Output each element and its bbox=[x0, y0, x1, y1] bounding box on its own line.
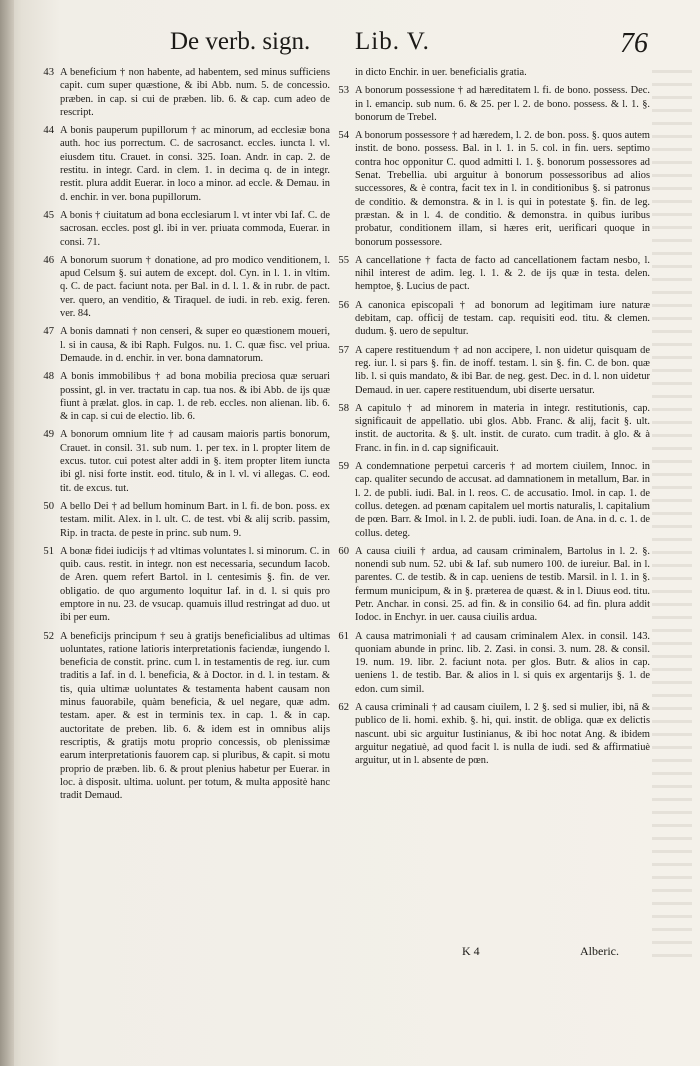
entry-number: 57 bbox=[338, 344, 349, 356]
entry-text: A bonorum possessione † ad hæreditatem l. fi. de bono. possess. Dec. in l. emancip. sub num. 6. & 25. per l. 2. de bono. possess. & l. 1. §. bonorum de Trebel. bbox=[355, 85, 650, 123]
entry-number: 50 bbox=[43, 500, 54, 512]
entry-text: A bello Dei † ad bellum hominum Bart. in l. fi. de bon. poss. ex testam. milit. Alex. in l. ult. C. de test. vbi & alij scrib. passim, Rip. in tracta. de peste in princ. sub num. 9. bbox=[60, 500, 330, 539]
entry-number: 52 bbox=[43, 630, 54, 642]
entry-text: A bonis pauperum pupillorum † ac minorum, ad ecclesiæ bona auth. hoc ius porrectum. C. de sacrosanct. eccles. iuncta l. vl. eiusdem titu. Crauet. in consi. 325. Ioan. Andr. in cap. 2. de restitu. in integr. Card. in clem. 1. in decima q. de in integr. restit. plura addit Euerar. in loco a minor. ad eccle. & Demau. in d. enchir. in ver. bona pupillorum. bbox=[60, 125, 330, 203]
entry-number: 54 bbox=[338, 130, 349, 142]
entry-60 bbox=[325, 545, 650, 625]
entry-number: 61 bbox=[338, 630, 349, 642]
entry-text: A cancellatione † facta de facto ad cancellationem factam nesbo, l. nihil interest de adim. leg. l. 1. & 2. de ijs quæ in testa. delen. hemptoe, §. Lucius de pact. bbox=[355, 254, 650, 293]
entry-text: A bonis immobilibus † ad bona mobilia preciosa quæ seruari possint, gl. in ver. tractatu in cap. tua nos. & ibi Abb. de ijs quæ fiunt à prælat. glos. in cap. 1. de reb. eccles. non alienan. lib. 6. & in cap. si cui de electio. lib. 6. bbox=[60, 371, 330, 423]
margin-showthrough bbox=[652, 60, 692, 960]
entry-text: A bonæ fidei iudicijs † ad vltimas voluntates l. si minorum. C. in quib. caus. restit. in integr. non est necessaria, secundum Iacob. de Aren. quem refert Bartol. in l. centesimis §. fin. de ver. obligatio. de quo argumento loquitur Iaf. in d. l. si quis pro emptore in nu. 23. de vsucap. quamuis illud restringat ad duo. ut ibi per eum. bbox=[60, 545, 330, 624]
entry-text: A causa criminali † ad causam ciuilem, l. 2 §. sed si mulier, ibi, nā & publico de li. homi. exhib. §. hi, qui. instit. de obliga. quæ ex delictis nascunt. ubi sic arguitur Iustinianus, & ibi hoc notat Ang. & ibidem arguitur negatiuè, ad quod facit l. is nulla de iudi. sed & affirmatiuè arguitur, ut in l. absente de pœn. bbox=[355, 702, 650, 767]
page-footer bbox=[430, 944, 670, 964]
entry-number: 48 bbox=[43, 371, 54, 383]
entry-55 bbox=[325, 254, 650, 294]
entry-59 bbox=[325, 460, 650, 540]
entry-number: 47 bbox=[43, 326, 54, 338]
entry-44 bbox=[30, 124, 330, 204]
entry-number: 60 bbox=[338, 545, 349, 557]
entry-43 bbox=[30, 66, 330, 119]
binding-gutter bbox=[0, 0, 14, 1066]
continued-entry: in dicto Enchir. in uer. beneficialis gratia. bbox=[355, 67, 527, 78]
running-head-book: Lib. V. bbox=[355, 28, 430, 55]
entry-number: 43 bbox=[43, 67, 54, 78]
entry-number: 44 bbox=[43, 125, 54, 137]
signature-mark: K 4 bbox=[462, 944, 480, 958]
entry-number: 56 bbox=[338, 299, 349, 311]
entry-text: A canonica episcopali † ad bonorum ad legitimam iure naturæ debitam, cap. officij de testam. cap. requisiti eod. titu. & clemen. dudum. §. uero de sepultur. bbox=[355, 299, 650, 338]
running-head-title: De verb. sign. bbox=[170, 28, 311, 55]
right-column bbox=[325, 66, 650, 773]
entry-number: 46 bbox=[43, 254, 54, 266]
entry-46 bbox=[30, 254, 330, 320]
entry-45 bbox=[30, 209, 330, 249]
entry-number: 53 bbox=[338, 85, 349, 97]
entry-53 bbox=[325, 84, 650, 124]
entry-text: A bonorum omnium lite † ad causam maioris partis bonorum, Crauet. in consil. 31. sub num. 1. per tex. in l. propter litem de excus. tutor. cui potest alter addi in §. item propter litem iuncta ibi gl. nisi forte instit. eod. titulo, & in l. vl. vi allegas. C. eod. tit. de excus. tut. bbox=[60, 429, 330, 494]
entry-text: A capitulo † ad minorem in materia in integr. restitutionis, cap. significauit de appellatio. ubi glos. Abb. Franc. & alij, facit §. ult. instit. de auctorita. & §. ult. instit. de curato. cum tradit. à glo. & à Franc. in fin. in d. cap significauit. bbox=[355, 402, 650, 454]
entry-58 bbox=[325, 402, 650, 455]
entry-57 bbox=[325, 344, 650, 397]
entry-text: A beneficium † non habente, ad habentem, sed minus sufficiens capit. cum super quæstione, & ibi Abb. num. 5. de concessio. præben. in cap. si cui de præben. lib. 6. & cap. cum adeo de rescript. bbox=[60, 67, 330, 118]
entry-text: A bonis damnati † non censeri, & super eo quæstionem moueri, l. si in causa, & ibi Raph. Fulgos. nu. 1. C. quæ fisc. vel priua. Demaude. in d. enchir. in ver. bona damnatorum. bbox=[60, 326, 330, 364]
entry-number: 58 bbox=[338, 402, 349, 414]
entry-51 bbox=[30, 545, 330, 625]
entry-text: A causa matrimoniali † ad causam criminalem Alex. in consil. 143. quoniam abunde in princ. lib. 2. Zasi. in consi. 3. num. 28. & consil. 19. num. 19. libr. 2. faciunt nota. per glos. Butr. & alios in cap. ueniens 1. de testib. Bar. & alios in l. si quis ex argentarijs §. 1. de edon. cum simil. bbox=[355, 630, 650, 695]
entry-61 bbox=[325, 630, 650, 696]
catchword: Alberic. bbox=[580, 944, 619, 958]
running-head bbox=[150, 22, 650, 58]
entry-text: A bonorum possessore † ad hæredem, l. 2. de bon. poss. §. quos autem instit. de bono. possess. Bal. in l. 1. in 5. col. in fin. uers. septimo contra hoc opponitur C. quod admitti l. 1. §. bonorum possessores ad Senat. Trebellia. ubi arguitur à bonorum possessoribus ad alios successores, & è contra, facit tex in l. in conditionibus §. si patronus de conditio. & demonstra. & in l. is qui in potestate §. fin. de leg. præstan. & in l. 4. de conditio. & demonstra. in quibus iuribus probatur, conditionem illam, si hæres erit, uerificari quoque in bonorum possessore. bbox=[355, 130, 650, 248]
entry-49 bbox=[30, 428, 330, 494]
entry-text: A capere restituendum † ad non accipere, l. non uidetur quisquam de reg. iur. l. si pars §. fin. de inoff. testam. l. sin §. fin. C. de bon. quæ lib. l. si quis mandato, & ibi Bar. de neg. gest. Dec. in d. l. non uidetur Demaud. in uer. capere restituendum, ubi diserte uersatur. bbox=[355, 344, 650, 396]
entry-56 bbox=[325, 299, 650, 339]
entry-54 bbox=[325, 129, 650, 249]
entry-number: 49 bbox=[43, 429, 54, 441]
entry-47 bbox=[30, 325, 330, 365]
entry-text: A beneficijs principum † seu à gratijs beneficialibus ad ultimas uoluntates, ratione latioris interpretationis faciendæ, iungendo l. beneficia de constit. princ. cum l. in testamentis de reg. iur. cum traditis a Iaf. in d. l. beneficia, & à Doctor. in d. l. in testam. & tis, quia ultimæ uoluntates & testamenta habent causam non minus fauorabile, quàm beneficia, & uel negare, quæ adm. testam. aper. & est in terminis tex. in cap. 1. & in cap. auctoritate de preben. lib. 6. & idem est in omnibus alijs rescriptis, & gratijs motu proprio concessis, ob plenissimæ earum interpretationis fauorem cap. si pluribus, & capit. si motu proprio de præben. lib. 6. & prout plenius habetur per Euerar. in loc. à disposit. ultima. uolunt. per totum, & multa appositè hanc tradit Demaud. bbox=[60, 630, 330, 802]
entry-48 bbox=[30, 370, 330, 423]
entry-52 bbox=[30, 630, 330, 803]
entry-text: A condemnatione perpetui carceris † ad mortem ciuilem, Innoc. in cap. qualiter secundo de accusat. ad damnationem in metallum, Bar. in l. 2. de publi. iudi. Bal. in l. reos. C. de accusatio. Imol. in cap. 1. de collus. detegen. ad pœnam capitalem uel mortis naturalis, l. capitalium de pœn. Barr. & Imol. in l. 2. de publi. iudi. Ioan. de Ana. in d. c. 1. de collus. deteg. bbox=[355, 461, 650, 539]
entry-text: A bonis † ciuitatum ad bona ecclesiarum l. vt inter vbi Iaf. C. de sacrosan. eccles. post gl. ibi in ver. priuata commoda, Euerar. in consi. 71. bbox=[60, 209, 330, 248]
entry-number: 59 bbox=[338, 461, 349, 473]
entry-number: 55 bbox=[338, 254, 349, 266]
entry-text: A causa ciuili † ardua, ad causam criminalem, Bartolus in l. 2. §. nonendi sub num. 52. ubi & Iaf. sub numero 100. de iureiur. Bal. in l. parentes. C. de testib. & in cap. ueniens de testib. Marsil. in l. 1. in §. fermum municipum, & in §. præterea de quæst. & in l. Diuus eod. titu. Petr. Anchar. in consi. 25. ad fin. & in consilio 64. ad fin. plura addit Iodoc. in Enchyr. in uer. causa ciuilis ardua. bbox=[355, 545, 650, 624]
entry-number: 62 bbox=[338, 702, 349, 714]
entry-50 bbox=[30, 500, 330, 540]
entry-text: A bonorum suorum † donatione, ad pro modico venditionem, l. apud Celsum §. sui autem de except. dol. Cyn. in l. 1. in vltim. q. C. de pact. faciunt nota. per Bal. in d. l. 1. & in rubr. de pact. ver. quero, an venditio, & Tiraquel. de iudi. in reb. exig. feren. ver. 84. bbox=[60, 254, 330, 320]
folio-number: 76 bbox=[620, 28, 648, 59]
entry-62 bbox=[325, 701, 650, 767]
left-column bbox=[30, 66, 330, 807]
entry-number: 45 bbox=[43, 209, 54, 221]
entry-number: 51 bbox=[43, 545, 54, 557]
